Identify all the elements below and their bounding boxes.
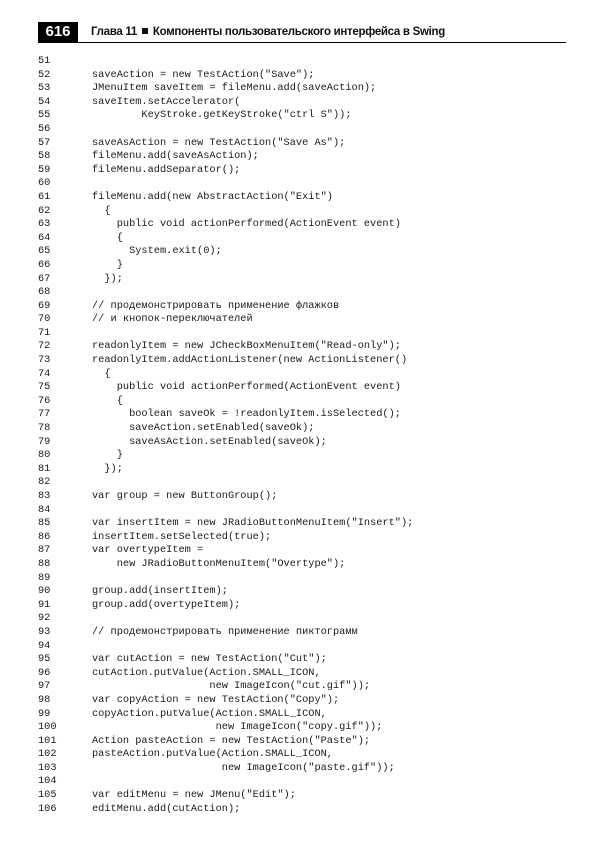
line-number: 64 <box>38 231 51 244</box>
line-number: 70 <box>38 313 51 326</box>
page-header <box>38 22 566 42</box>
code-text: JMenuItem saveItem = fileMenu.add(saveAction); <box>92 82 377 95</box>
line-number: 76 <box>38 394 51 407</box>
line-number: 74 <box>38 367 51 380</box>
line-number: 60 <box>38 177 51 190</box>
line-number: 51 <box>38 55 51 67</box>
line-number: 91 <box>38 598 51 611</box>
code-text: { <box>92 394 123 407</box>
code-text: readonlyItem = new JCheckBoxMenuItem("Read-only"); <box>92 340 401 353</box>
line-number: 72 <box>38 340 51 353</box>
line-number: 69 <box>38 299 51 312</box>
code-text: group.add(insertItem); <box>92 585 228 598</box>
code-text: }); <box>92 272 123 285</box>
line-number: 63 <box>38 218 51 231</box>
code-text: { <box>92 367 111 380</box>
code-text: Action pasteAction = new TestAction("Paste"); <box>92 734 371 747</box>
line-number: 85 <box>38 517 51 530</box>
code-text: readonlyItem.addActionListener(new ActionListener() <box>92 354 408 367</box>
line-number: 56 <box>38 122 51 135</box>
header-rule <box>38 42 566 43</box>
line-number: 100 <box>38 721 57 734</box>
code-text: insertItem.setSelected(true); <box>92 530 272 543</box>
line-number: 87 <box>38 544 51 557</box>
line-number: 66 <box>38 258 51 271</box>
line-number: 79 <box>38 435 51 448</box>
line-number: 61 <box>38 190 51 203</box>
code-text: // и кнопок-переключателей <box>92 313 253 326</box>
line-number: 95 <box>38 653 51 666</box>
code-text: }); <box>92 462 123 475</box>
code-text: saveAction.setEnabled(saveOk); <box>92 422 315 435</box>
line-number: 99 <box>38 707 51 720</box>
code-text: var group = new ButtonGroup(); <box>92 490 278 502</box>
code-text: } <box>92 258 123 271</box>
line-number: 97 <box>38 680 51 693</box>
code-text: copyAction.putValue(Action.SMALL_ICON, <box>92 707 327 720</box>
line-number: 98 <box>38 693 51 706</box>
code-text: fileMenu.add(saveAsAction); <box>92 150 259 163</box>
line-number: 88 <box>38 557 51 570</box>
line-number: 71 <box>38 326 51 339</box>
line-number: 86 <box>38 530 51 543</box>
line-number: 57 <box>38 136 51 149</box>
code-text: // продемонстрировать применение пиктограмм <box>92 625 358 638</box>
line-number: 93 <box>38 625 51 638</box>
line-number: 80 <box>38 449 51 462</box>
code-text: new ImageIcon("copy.gif")); <box>92 721 383 734</box>
line-number: 103 <box>38 761 57 774</box>
code-text: System.exit(0); <box>92 245 222 258</box>
code-text: // продемонстрировать применение флажков <box>92 299 340 312</box>
line-number: 84 <box>38 503 51 516</box>
code-text: new ImageIcon("paste.gif")); <box>92 761 395 774</box>
running-head <box>91 23 445 41</box>
line-number: 106 <box>38 802 57 815</box>
code-text: saveItem.setAccelerator( <box>92 95 241 108</box>
code-text: boolean saveOk = !readonlyItem.isSelected(); <box>92 408 401 421</box>
code-text: group.add(overtypeItem); <box>92 598 241 611</box>
code-text: var overtypeItem = <box>92 544 204 557</box>
line-number: 67 <box>38 272 51 285</box>
line-number: 101 <box>38 734 57 747</box>
code-text: } <box>92 449 123 462</box>
line-number: 94 <box>38 639 51 652</box>
line-number: 54 <box>38 95 51 108</box>
line-number: 77 <box>38 408 51 421</box>
line-number: 65 <box>38 245 51 258</box>
code-text: pasteAction.putValue(Action.SMALL_ICON, <box>92 748 333 761</box>
line-number: 52 <box>38 68 51 81</box>
line-number: 78 <box>38 422 51 435</box>
line-number: 96 <box>38 666 51 679</box>
code-text: new JRadioButtonMenuItem("Overtype"); <box>92 557 346 570</box>
chapter-label: Глава 11 <box>91 26 137 38</box>
code-text: var cutAction = new TestAction("Cut"); <box>92 653 327 666</box>
line-number: 82 <box>38 476 51 489</box>
line-number: 59 <box>38 163 51 176</box>
line-number: 75 <box>38 381 51 394</box>
line-number: 68 <box>38 286 51 299</box>
line-number: 81 <box>38 462 51 475</box>
line-number: 73 <box>38 354 51 367</box>
page-number: 616 <box>38 22 78 42</box>
line-number: 90 <box>38 585 51 598</box>
code-text: public void actionPerformed(ActionEvent event) <box>92 381 401 394</box>
chapter-title: Компоненты пользовательского интерфейса в Swing <box>152 26 445 38</box>
line-number: 104 <box>38 775 57 788</box>
line-number: 58 <box>38 150 51 163</box>
line-number: 92 <box>38 612 51 625</box>
code-text: fileMenu.addSeparator(); <box>92 163 241 176</box>
code-text: saveAsAction.setEnabled(saveOk); <box>92 435 327 448</box>
code-text: { <box>92 204 111 217</box>
code-text: saveAction = new TestAction("Save"); <box>92 68 315 81</box>
line-number: 53 <box>38 82 51 95</box>
code-text: public void actionPerformed(ActionEvent event) <box>92 218 401 231</box>
line-number: 62 <box>38 204 51 217</box>
line-number: 102 <box>38 748 57 761</box>
square-bullet-icon <box>142 28 148 34</box>
code-text: var insertItem = new JRadioButtonMenuItem("Insert"); <box>92 517 414 530</box>
code-text: var editMenu = new JMenu("Edit"); <box>92 789 296 802</box>
line-number: 105 <box>38 789 57 802</box>
code-text: editMenu.add(cutAction); <box>92 802 241 815</box>
code-text: { <box>92 231 123 244</box>
code-text: fileMenu.add(new AbstractAction("Exit") <box>92 190 333 203</box>
code-text: saveAsAction = new TestAction("Save As"); <box>92 136 346 149</box>
code-text: KeyStroke.getKeyStroke("ctrl S")); <box>92 109 352 122</box>
line-number: 55 <box>38 109 51 122</box>
code-text: new ImageIcon("cut.gif")); <box>92 680 371 693</box>
code-text: cutAction.putValue(Action.SMALL_ICON, <box>92 666 321 679</box>
line-number: 83 <box>38 490 51 502</box>
code-text: var copyAction = new TestAction("Copy"); <box>92 693 340 706</box>
line-number: 89 <box>38 571 51 584</box>
